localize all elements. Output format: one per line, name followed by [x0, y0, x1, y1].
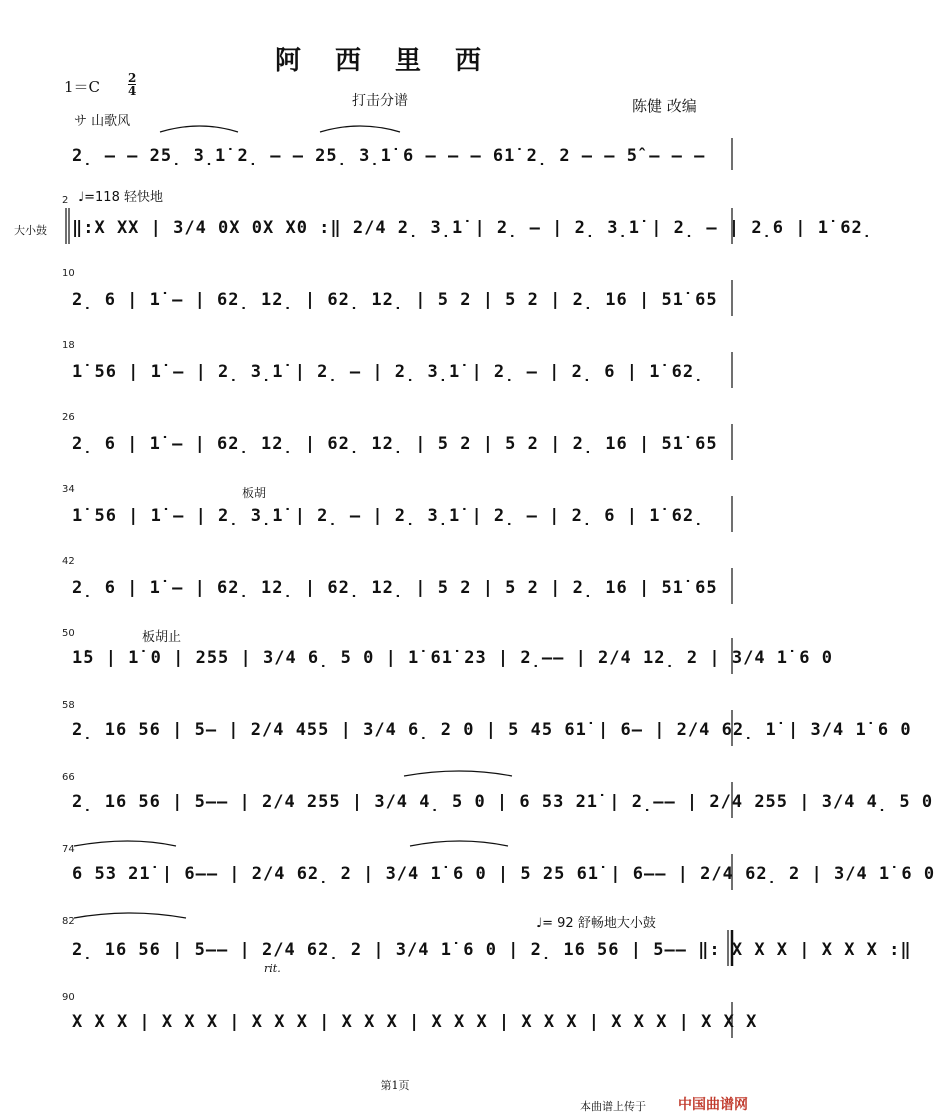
- instrument-label: 大小鼓: [14, 224, 47, 237]
- measure-number: 34: [62, 484, 75, 495]
- slur: [160, 126, 238, 132]
- measure-number: 18: [62, 340, 75, 351]
- measure-number: 66: [62, 772, 75, 783]
- measure-number: 90: [62, 992, 75, 1003]
- notation-line: 2̣ 6 | 1̇ – | 62̣ 12̣ | 62̣ 12̣ | 5 2 | 5 2 | 2̣ 16 | 51̇ 65: [72, 434, 718, 454]
- key-signature: 1＝C: [64, 78, 101, 96]
- measure-number: 2: [62, 195, 69, 206]
- tempo-marking-1: ♩=118 轻快地: [78, 190, 163, 205]
- tempo-marking-2: ♩= 92 舒畅地大小鼓: [536, 916, 656, 931]
- measure-number: 74: [62, 844, 75, 855]
- measure-number: 58: [62, 700, 75, 711]
- ritardando-marking: rit.: [264, 962, 281, 975]
- upload-note: 本曲谱上传于: [580, 1100, 646, 1113]
- banhu-marking: 板胡: [242, 486, 267, 500]
- measure-number: 82: [62, 916, 75, 927]
- measure-number: 50: [62, 628, 75, 639]
- notation-line: 2̣ 6 | 1̇ – | 62̣ 12̣ | 62̣ 12̣ | 5 2 | 5 2 | 2̣ 16 | 51̇ 65: [72, 578, 718, 598]
- notation-line: 6 53 21̇ | 6–– | 2/4 62̣ 2 | 3/4 1̇ 6 0 | 5 25 61̇ | 6–– | 2/4 62̣ 2 | 3/4 1̇ 6 0: [72, 864, 935, 884]
- notation-line: X X X | X X X | X X X | X X X | X X X | X X X | X X X | X X X: [72, 1012, 758, 1032]
- score-title: 阿西里西: [274, 46, 515, 76]
- measure-number: 26: [62, 412, 75, 423]
- notation-line: 2̣ 16 56 | 5–– | 2/4 255 | 3/4 4̣ 5 0 | 6 53 21̇ | 2̣–– | 2/4 255 | 3/4 4̣ 5 0: [72, 792, 934, 812]
- notation-line: 2̣ 16 56 | 5— | 2/4 455 | 3/4 6̣ 2 0 | 5 45 61̇ | 6— | 2/4 62̣ 1̇ | 3/4 1̇ 6 0: [72, 720, 912, 740]
- time-signature-bottom: 4: [128, 84, 137, 98]
- slur: [404, 771, 512, 776]
- notation-line: 2̣ – – 25̣ 3̣1̇ 2̣ – – 25̣ 3̣1̇ 6 – – – 61̇ 2̣ 2 – – 5̂ – – –: [72, 146, 706, 166]
- notation-line: 1̇5 | 1̇ 0 | 255 | 3/4 6̣ 5 0 | 1̇ 61̇ 23 | 2̣–– | 2/4 12̣ 2 | 3/4 1̇ 6 0: [72, 648, 833, 668]
- notation-line: 1̇ 56 | 1̇ – | 2̣ 3̣1̇ | 2̣ – | 2̣ 3̣1̇ | 2̣ – | 2̣ 6 | 1̇ 62̣: [72, 506, 705, 526]
- slur: [74, 913, 186, 918]
- measure-number: 42: [62, 556, 75, 567]
- slur: [74, 841, 176, 846]
- banhu-stop-marking: 板胡止: [142, 630, 182, 645]
- site-logo: 中国曲谱网: [678, 1097, 748, 1113]
- notation-line: 2̣ 16 56 | 5–– | 2/4 62̣ 2 | 3/4 1̇ 6 0 | 2̣ 16 56 | 5–– ‖: X X X | X X X :‖: [72, 940, 912, 960]
- notation-line: 1̇ 56 | 1̇ – | 2̣ 3̣1̇ | 2̣ – | 2̣ 3̣1̇ | 2̣ – | 2̣ 6 | 1̇ 62̣: [72, 362, 705, 382]
- score-subtitle: 打击分谱: [352, 93, 408, 109]
- notation-line: 2̣ 6 | 1̇ – | 62̣ 12̣ | 62̣ 12̣ | 5 2 | 5 2 | 2̣ 16 | 51̇ 65: [72, 290, 718, 310]
- intro-marking: サ 山歌风: [74, 114, 131, 129]
- measure-number: 10: [62, 268, 75, 279]
- slur: [410, 841, 508, 846]
- time-signature-top: 2: [128, 71, 137, 85]
- arranger: 陈健 改编: [632, 97, 697, 115]
- slur: [320, 126, 400, 132]
- page-number: 第1页: [380, 1079, 410, 1092]
- notation-line: ‖:X XX | 3/4 0X 0X X0 :‖ 2/4 2̣ 3̣1̇ | 2̣ – | 2̣ 3̣1̇ | 2̣ – | 2̣6 | 1̇ 62̣: [72, 218, 873, 238]
